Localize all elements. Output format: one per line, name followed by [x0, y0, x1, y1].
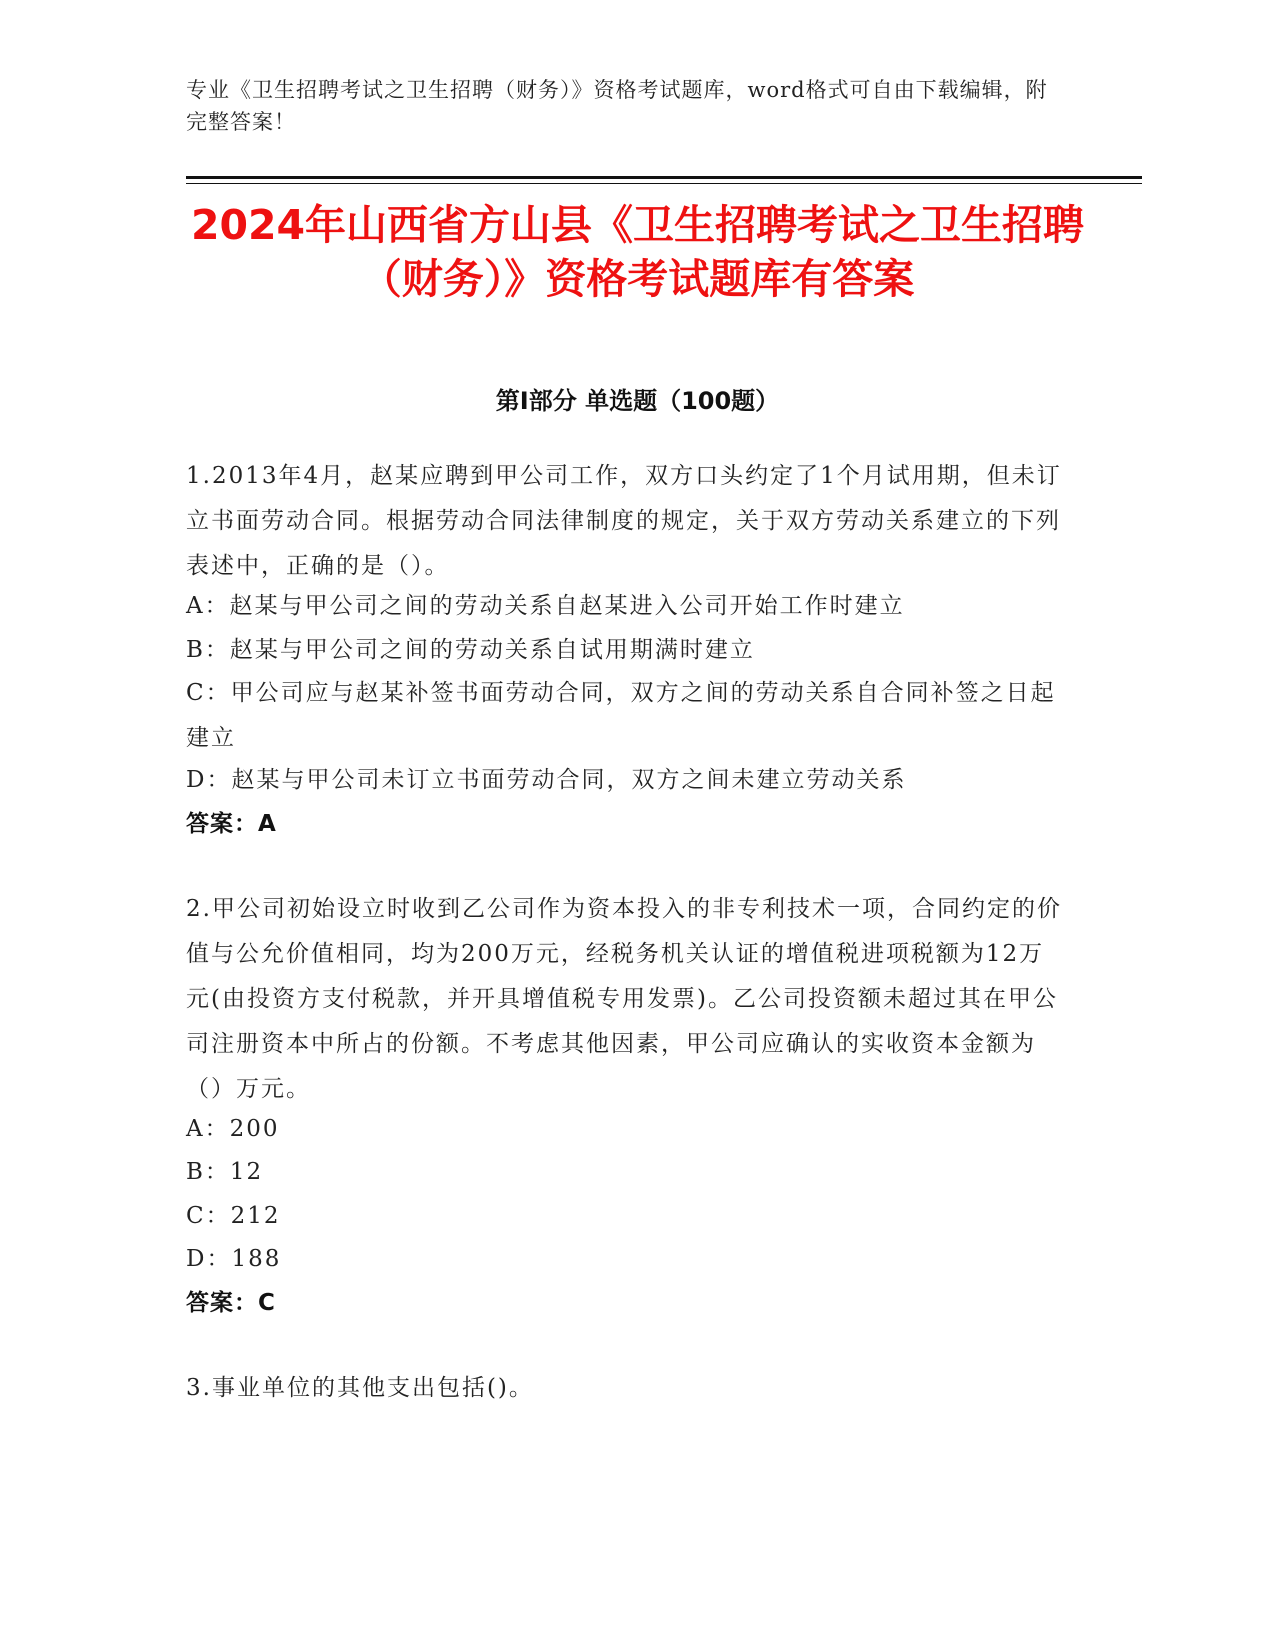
header-rule-thick: [186, 176, 1142, 179]
question-1-option-a: A：赵某与甲公司之间的劳动关系自赵某进入公司开始工作时建立: [186, 593, 905, 619]
section-title: 第I部分 单选题（100题）: [495, 387, 780, 415]
header-rule-thin: [186, 183, 1142, 184]
question-1-option-d: D：赵某与甲公司未订立书面劳动合同，双方之间未建立劳动关系: [186, 767, 907, 793]
question-1-option-b: B：赵某与甲公司之间的劳动关系自试用期满时建立: [186, 637, 755, 663]
question-2-option-c: C：212: [186, 1203, 281, 1229]
question-2-answer: 答案：C: [186, 1290, 276, 1316]
question-1-text: 1.2013年4月，赵某应聘到甲公司工作，双方口头约定了1个月试用期，但未订立书面劳动合同。根据劳动合同法律制度的规定，关于双方劳动关系建立的下列表述中，正确的是（）。: [186, 463, 1062, 579]
question-3-text: 3.事业单位的其他支出包括()。: [186, 1375, 534, 1401]
document-title: 2024年山西省方山县《卫生招聘考试之卫生招聘（财务）》资格考试题库有答案: [190, 201, 1085, 303]
question-2-option-b: B：12: [186, 1159, 264, 1185]
question-2-option-a: A：200: [186, 1116, 280, 1142]
question-2-text: 2.甲公司初始设立时收到乙公司作为资本投入的非专利技术一项，合同约定的价值与公允价值相同，均为200万元，经税务机关认证的增值税进项税额为12万元(由投资方支付税款，并开具增值税专用发票)。乙公司投资额未超过其在甲公司注册资本中所占的份额。不考虑其他因素，甲公司应确认的实收资本金额为（）万元。: [186, 896, 1062, 1102]
question-1-answer: 答案：A: [186, 811, 277, 837]
question-2-option-d: D：188: [186, 1246, 282, 1272]
header-note: 专业《卫生招聘考试之卫生招聘（财务）》资格考试题库，word格式可自由下载编辑，附完整答案！: [186, 78, 1048, 134]
question-1-option-c: C：甲公司应与赵某补签书面劳动合同，双方之间的劳动关系自合同补签之日起建立: [186, 680, 1056, 751]
